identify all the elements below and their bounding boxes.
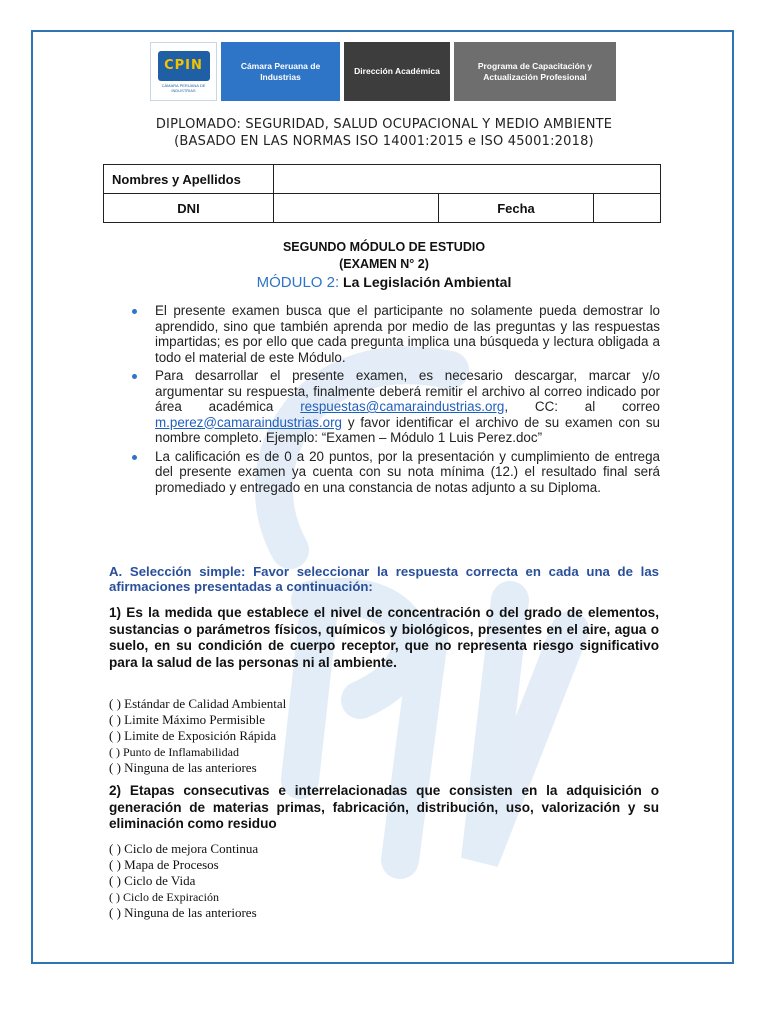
- option-checkbox[interactable]: ( ) Limite Máximo Permisible: [109, 712, 265, 727]
- option-checkbox[interactable]: ( ) Ciclo de Vida: [109, 873, 196, 888]
- instruction-text: , CC: al correo: [504, 399, 660, 414]
- header-banner: [150, 42, 616, 101]
- banner-segment-direction: Dirección Académica: [344, 42, 450, 101]
- instruction-item: [130, 449, 660, 496]
- instruction-item: [130, 368, 660, 446]
- email-link-respuestas[interactable]: respuestas@camaraindustrias.org: [300, 399, 505, 414]
- instruction-item: [130, 303, 660, 365]
- names-field[interactable]: [274, 165, 661, 194]
- instructions-list: [130, 303, 660, 498]
- instruction-text: La calificación es de 0 a 20 puntos, por la presentación y cumplimiento de entrega del presente examen ya cuenta con su nota mínima (12.) el resultado final será promediado y entregado en una constancia de notas adjunto a su Diploma.: [155, 448, 660, 495]
- names-label: Nombres y Apellidos: [104, 165, 274, 194]
- banner-segment-chamber: Cámara Peruana de Industrias: [221, 42, 340, 101]
- question-2: 2) Etapas consecutivas e interrelacionadas que consisten en la adquisición o generación de materias primas, fabricación, distribución, uso, valorización y su eliminación como residuo: [109, 783, 659, 831]
- instruction-text: Para desarrollar el presente examen, es necesario descargar, marcar y/o argumentar su respuesta, finalmente deberá remitir el archivo al correo indicado por área académica: [155, 368, 660, 414]
- module-name: La Legislación Ambiental: [339, 274, 512, 290]
- instruction-text: y favor identificar el archivo de su examen con su nombre completo. Ejemplo: “Examen – Módulo 1 Luis Perez.doc”: [155, 414, 660, 445]
- diploma-title: DIPLOMADO: SEGURIDAD, SALUD OCUPACIONAL Y MEDIO AMBIENTE: [155, 117, 613, 132]
- option-checkbox[interactable]: ( ) Mapa de Procesos: [109, 857, 219, 872]
- cpin-logo: [150, 42, 217, 101]
- option-checkbox[interactable]: ( ) Limite de Exposición Rápida: [109, 728, 277, 743]
- dni-field[interactable]: [274, 194, 439, 223]
- banner-segment-program: Programa de Capacitación y Actualización Profesional: [454, 42, 616, 101]
- exam-number: (EXAMEN N° 2): [339, 257, 429, 271]
- option-checkbox[interactable]: ( ) Ciclo de mejora Continua: [109, 841, 259, 856]
- module-heading: SEGUNDO MÓDULO DE ESTUDIO: [282, 240, 486, 254]
- question-1: 1) Es la medida que establece el nivel de concentración o del grado de elementos, sustancias o parámetros físicos, químicos y biológicos, presentes en el aire, agua o suelo, en su condición de cuerpo receptor, que no representa riesgo significativo para la salud de las personas ni al ambiente.: [109, 605, 659, 670]
- student-info-table: [103, 164, 661, 223]
- dni-label: DNI: [104, 194, 274, 223]
- option-checkbox[interactable]: ( ) Ninguna de las anteriores: [109, 905, 257, 920]
- instruction-text: El presente examen busca que el participante no solamente pueda demostrar lo aprendido, sino que también aprenda por medio de las preguntas y las respuestas impartidas; es por ello que cada pregunta implica una búsqueda y lectura obligada a todo el material de este Módulo.: [155, 303, 660, 365]
- question-2-options: [109, 841, 609, 921]
- question-1-options: [109, 696, 609, 776]
- section-a-heading: A. Selección simple: Favor seleccionar la respuesta correcta en cada una de las afirmaciones presentadas a continuación:: [109, 564, 659, 594]
- option-checkbox[interactable]: ( ) Ciclo de Expiración: [109, 890, 219, 904]
- module-title: [60, 274, 708, 291]
- option-checkbox[interactable]: ( ) Estándar de Calidad Ambiental: [109, 696, 287, 711]
- option-checkbox[interactable]: ( ) Ninguna de las anteriores: [109, 760, 257, 775]
- option-checkbox[interactable]: ( ) Punto de Inflamabilidad: [109, 745, 239, 759]
- date-label: Fecha: [439, 194, 594, 223]
- diploma-subtitle: (BASADO EN LAS NORMAS ISO 14001:2015 e ISO 45001:2018): [174, 134, 594, 149]
- logo-subtext: CÁMARA PERUANA DE INDUSTRIAS: [161, 82, 206, 93]
- date-field[interactable]: [594, 194, 661, 223]
- logo-mark: CPIN: [158, 51, 210, 81]
- module-label: MÓDULO 2:: [256, 274, 340, 291]
- email-link-mperez[interactable]: m.perez@camaraindustrias.org: [155, 414, 342, 430]
